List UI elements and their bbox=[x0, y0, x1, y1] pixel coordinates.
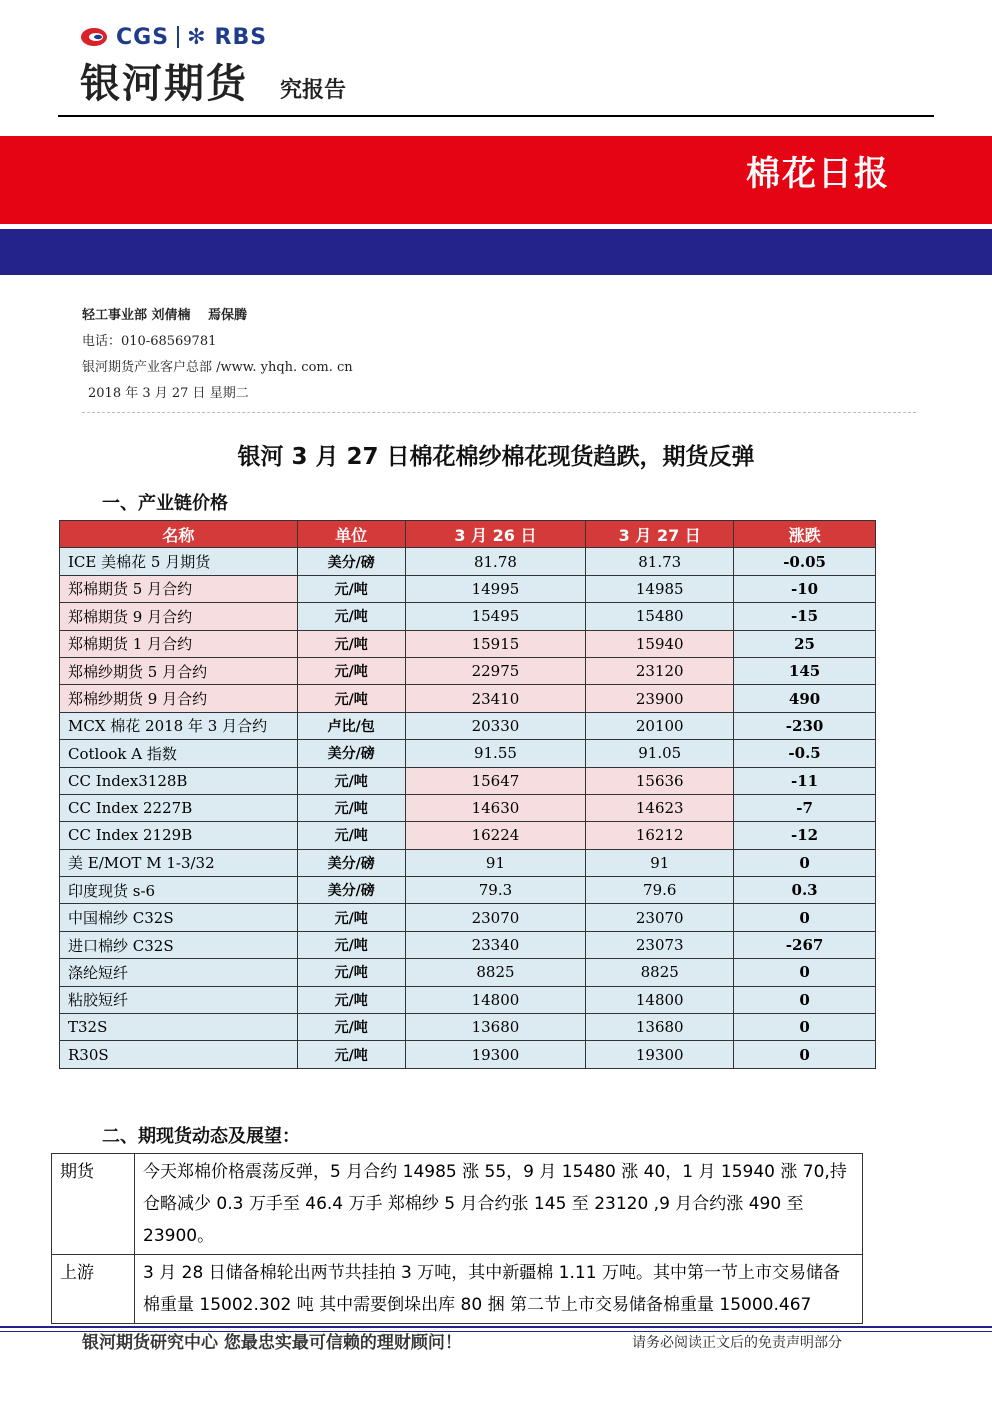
cell-curr: 14623 bbox=[586, 794, 734, 821]
cell-unit: 美分/磅 bbox=[297, 849, 405, 876]
cell-curr: 14800 bbox=[586, 986, 734, 1013]
cell-unit: 元/吨 bbox=[297, 767, 405, 794]
cell-prev: 14800 bbox=[405, 986, 586, 1013]
cell-unit: 元/吨 bbox=[297, 931, 405, 958]
cell-change: -11 bbox=[734, 767, 876, 794]
cell-change: 0 bbox=[734, 1041, 876, 1068]
cell-change: 0.3 bbox=[734, 877, 876, 904]
table-row bbox=[60, 849, 876, 876]
cell-name: 郑棉期货 9 月合约 bbox=[60, 603, 298, 630]
table-row bbox=[60, 767, 876, 794]
cell-curr: 23073 bbox=[586, 931, 734, 958]
footer-slogan: 银河期货研究中心 您最忠实最可信赖的理财顾问！ bbox=[82, 1333, 462, 1353]
cell-name: 粘胶短纤 bbox=[60, 986, 298, 1013]
cell-curr: 79.6 bbox=[586, 877, 734, 904]
commentary-label: 期货 bbox=[52, 1154, 135, 1255]
logo bbox=[80, 22, 267, 52]
table-row bbox=[60, 630, 876, 657]
cell-unit: 元/吨 bbox=[297, 575, 405, 602]
cell-prev: 20330 bbox=[405, 712, 586, 739]
cell-name: 郑棉纱期货 5 月合约 bbox=[60, 657, 298, 684]
cell-curr: 81.73 bbox=[586, 548, 734, 575]
cell-change: 145 bbox=[734, 657, 876, 684]
cell-prev: 14630 bbox=[405, 794, 586, 821]
price-table bbox=[59, 520, 876, 1069]
commentary-text: 今天郑棉价格震荡反弹，5 月合约 14985 涨 55，9 月 15480 涨 40，1 月 15940 涨 70,持仓略减少 0.3 万手至 46.4 万手 郑棉纱 5 月合约张 145 至 23120 ,9 月合约涨 490 至 23900。 bbox=[135, 1154, 863, 1255]
cell-prev: 91 bbox=[405, 849, 586, 876]
cell-name: 中国棉纱 C32S bbox=[60, 904, 298, 931]
cell-name: 郑棉期货 1 月合约 bbox=[60, 630, 298, 657]
cell-name: MCX 棉花 2018 年 3 月合约 bbox=[60, 712, 298, 739]
cgs-swirl-icon bbox=[80, 26, 108, 48]
cell-prev: 91.55 bbox=[405, 740, 586, 767]
col-header-curr: 3 月 27 日 bbox=[586, 521, 734, 548]
cell-curr: 8825 bbox=[586, 959, 734, 986]
cell-unit: 美分/磅 bbox=[297, 877, 405, 904]
cell-curr: 23070 bbox=[586, 904, 734, 931]
cell-curr: 23120 bbox=[586, 657, 734, 684]
cell-change: -10 bbox=[734, 575, 876, 602]
report-date: 2018 年 3 月 27 日 星期二 bbox=[88, 386, 249, 401]
cell-name: 美 E/MOT M 1-3/32 bbox=[60, 849, 298, 876]
section-2-title: 二、期现货动态及展望： bbox=[102, 1126, 300, 1147]
brand-name: 银河期货 bbox=[80, 61, 248, 107]
table-row bbox=[60, 986, 876, 1013]
cell-name: ICE 美棉花 5 月期货 bbox=[60, 548, 298, 575]
cell-name: 进口棉纱 C32S bbox=[60, 931, 298, 958]
cell-change: 0 bbox=[734, 904, 876, 931]
cell-change: -0.05 bbox=[734, 548, 876, 575]
cell-curr: 13680 bbox=[586, 1014, 734, 1041]
cell-curr: 91 bbox=[586, 849, 734, 876]
cell-prev: 15647 bbox=[405, 767, 586, 794]
footer-disclaimer: 请务必阅读正文后的免责声明部分 bbox=[632, 1335, 842, 1351]
rbs-mark-icon: ✻ bbox=[187, 24, 207, 50]
table-row bbox=[60, 1041, 876, 1068]
cell-prev: 14995 bbox=[405, 575, 586, 602]
cell-unit: 元/吨 bbox=[297, 657, 405, 684]
cell-name: CC Index3128B bbox=[60, 767, 298, 794]
cell-prev: 13680 bbox=[405, 1014, 586, 1041]
table-row bbox=[60, 904, 876, 931]
divider bbox=[82, 412, 916, 413]
cell-unit: 元/吨 bbox=[297, 822, 405, 849]
cell-curr: 19300 bbox=[586, 1041, 734, 1068]
cell-name: R30S bbox=[60, 1041, 298, 1068]
cell-curr: 20100 bbox=[586, 712, 734, 739]
cell-name: 郑棉期货 5 月合约 bbox=[60, 575, 298, 602]
cell-unit: 卢比/包 bbox=[297, 712, 405, 739]
cell-prev: 15495 bbox=[405, 603, 586, 630]
commentary-text: 3 月 28 日储备棉轮出两节共挂拍 3 万吨，其中新疆棉 1.11 万吨。其中第一节上市交易储备棉重量 15002.302 吨 其中需要倒垛出库 80 捆 第二节上市交易储备棉重量 15000.467 bbox=[135, 1255, 863, 1324]
cell-change: -15 bbox=[734, 603, 876, 630]
cell-name: 郑棉纱期货 9 月合约 bbox=[60, 685, 298, 712]
section-1-title: 一、产业链价格 bbox=[102, 493, 228, 514]
cell-change: 0 bbox=[734, 959, 876, 986]
cell-curr: 15480 bbox=[586, 603, 734, 630]
cell-prev: 79.3 bbox=[405, 877, 586, 904]
author-phone: 电话：010-68569781 bbox=[82, 334, 217, 349]
cell-unit: 元/吨 bbox=[297, 986, 405, 1013]
report-type: 究报告 bbox=[280, 78, 347, 103]
cell-unit: 美分/磅 bbox=[297, 740, 405, 767]
cell-unit: 元/吨 bbox=[297, 1041, 405, 1068]
cell-curr: 16212 bbox=[586, 822, 734, 849]
cell-change: -267 bbox=[734, 931, 876, 958]
cell-name: CC Index 2129B bbox=[60, 822, 298, 849]
cell-change: 0 bbox=[734, 1014, 876, 1041]
cell-change: -0.5 bbox=[734, 740, 876, 767]
cell-name: 印度现货 s-6 bbox=[60, 877, 298, 904]
logo-cgs-text: CGS bbox=[116, 24, 170, 50]
table-row bbox=[60, 740, 876, 767]
table-row bbox=[60, 685, 876, 712]
cell-change: 25 bbox=[734, 630, 876, 657]
cell-change: 0 bbox=[734, 849, 876, 876]
cell-unit: 元/吨 bbox=[297, 794, 405, 821]
report-title: 棉花日报 bbox=[746, 154, 890, 194]
cell-prev: 16224 bbox=[405, 822, 586, 849]
cell-change: -230 bbox=[734, 712, 876, 739]
col-header-unit: 单位 bbox=[297, 521, 405, 548]
cell-unit: 元/吨 bbox=[297, 685, 405, 712]
table-row bbox=[60, 877, 876, 904]
col-header-prev: 3 月 26 日 bbox=[405, 521, 586, 548]
logo-rbs-text: RBS bbox=[214, 24, 268, 50]
table-row bbox=[60, 1014, 876, 1041]
table-row bbox=[60, 603, 876, 630]
cell-name: Cotlook A 指数 bbox=[60, 740, 298, 767]
title-band-lower bbox=[0, 229, 992, 275]
cell-prev: 19300 bbox=[405, 1041, 586, 1068]
cell-change: 0 bbox=[734, 986, 876, 1013]
cell-unit: 元/吨 bbox=[297, 959, 405, 986]
cell-curr: 14985 bbox=[586, 575, 734, 602]
cell-change: 490 bbox=[734, 685, 876, 712]
cell-curr: 15940 bbox=[586, 630, 734, 657]
cell-prev: 23070 bbox=[405, 904, 586, 931]
table-row bbox=[60, 822, 876, 849]
cell-prev: 23340 bbox=[405, 931, 586, 958]
table-row bbox=[60, 657, 876, 684]
col-header-change: 涨跌 bbox=[734, 521, 876, 548]
cell-unit: 元/吨 bbox=[297, 1014, 405, 1041]
header-rule bbox=[58, 115, 934, 117]
commentary-label: 上游 bbox=[52, 1255, 135, 1324]
logo-divider bbox=[177, 26, 179, 48]
table-row bbox=[60, 548, 876, 575]
cell-curr: 91.05 bbox=[586, 740, 734, 767]
cell-prev: 23410 bbox=[405, 685, 586, 712]
table-row bbox=[60, 712, 876, 739]
cell-name: 涤纶短纤 bbox=[60, 959, 298, 986]
col-header-name: 名称 bbox=[60, 521, 298, 548]
table-row bbox=[60, 959, 876, 986]
headline: 银河 3 月 27 日棉花棉纱棉花现货趋跌，期货反弹 bbox=[237, 444, 755, 470]
commentary-table bbox=[51, 1153, 863, 1324]
table-row bbox=[60, 931, 876, 958]
cell-unit: 美分/磅 bbox=[297, 548, 405, 575]
table-row bbox=[52, 1255, 863, 1324]
cell-unit: 元/吨 bbox=[297, 630, 405, 657]
cell-name: T32S bbox=[60, 1014, 298, 1041]
cell-curr: 15636 bbox=[586, 767, 734, 794]
cell-change: -7 bbox=[734, 794, 876, 821]
cell-change: -12 bbox=[734, 822, 876, 849]
cell-name: CC Index 2227B bbox=[60, 794, 298, 821]
table-row bbox=[52, 1154, 863, 1255]
author-site: 银河期货产业客户总部 /www. yhqh. com. cn bbox=[82, 360, 353, 375]
table-header-row bbox=[60, 521, 876, 548]
author-dept: 轻工事业部 刘倩楠 焉保腾 bbox=[82, 308, 248, 323]
cell-curr: 23900 bbox=[586, 685, 734, 712]
cell-prev: 15915 bbox=[405, 630, 586, 657]
cell-unit: 元/吨 bbox=[297, 904, 405, 931]
cell-prev: 8825 bbox=[405, 959, 586, 986]
cell-unit: 元/吨 bbox=[297, 603, 405, 630]
table-row bbox=[60, 575, 876, 602]
cell-prev: 22975 bbox=[405, 657, 586, 684]
cell-prev: 81.78 bbox=[405, 548, 586, 575]
table-row bbox=[60, 794, 876, 821]
